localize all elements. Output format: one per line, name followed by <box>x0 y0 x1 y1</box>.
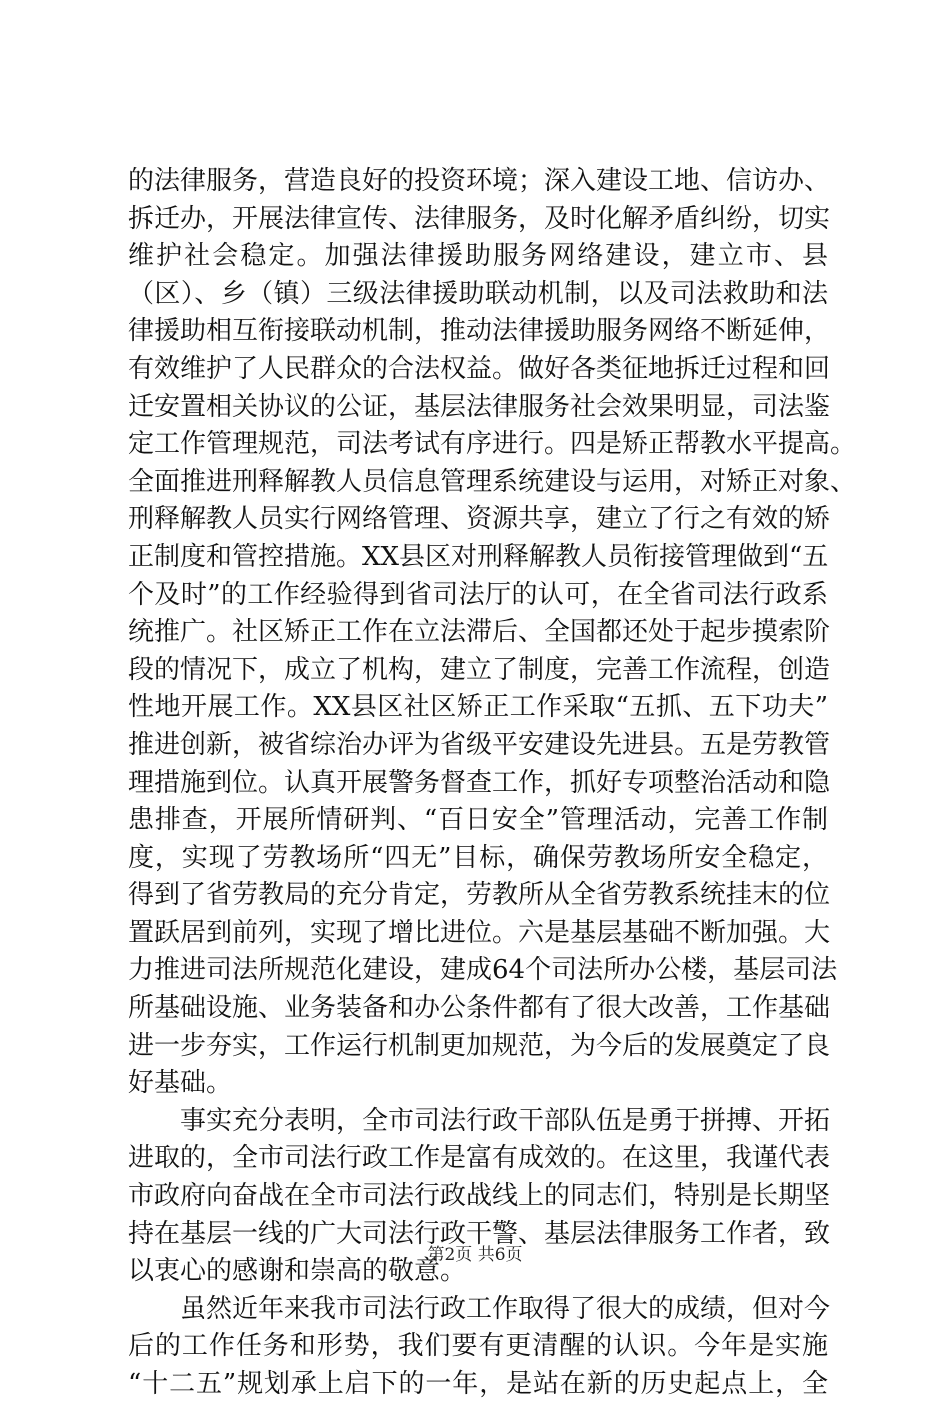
text-line: 所基础设施、业务装备和办公条件都有了很大改善，工作基础 <box>128 993 831 1024</box>
text-line: 市政府向奋战在全市司法行政战线上的同志们，特别是长期坚 <box>128 1181 831 1212</box>
text-line: 律援助相互衔接联动机制，推动法律援助服务网络不断延伸， <box>128 316 831 347</box>
text-line: 统推广。社区矫正工作在立法滞后、全国都还处于起步摸索阶 <box>128 617 831 648</box>
text-line: 得到了省劳教局的充分肯定，劳教所从全省劳教系统挂末的位 <box>128 880 831 911</box>
body-text <box>128 163 857 1404</box>
text-line: 的法律服务，营造良好的投资环境；深入建设工地、信访办、 <box>128 166 831 196</box>
text-line: 有效维护了人民群众的合法权益。做好各类征地拆迁过程和回 <box>128 353 831 384</box>
text-line: 事实充分表明，全市司法行政干部队伍是勇于拼搏、开拓 <box>128 1105 831 1136</box>
text-line: 段的情况下，成立了机构，建立了制度，完善工作流程，创造 <box>128 654 831 685</box>
text-line: 持在基层一线的广大司法行政干警、基层法律服务工作者，致 <box>128 1218 831 1249</box>
text-line: 以衷心的感谢和崇高的敬意。 <box>128 1256 467 1287</box>
text-line: 进一步夯实，工作运行机制更加规范，为今后的发展奠定了良 <box>128 1030 831 1061</box>
text-line: 正制度和管控措施。XX县区对刑释解教人员衔接管理做到“五 <box>128 541 829 572</box>
text-line: （区）、乡（镇）三级法律援助联动机制，以及司法救助和法 <box>128 278 828 309</box>
text-line: 迁安置相关协议的公证，基层法律服务社会效果明显，司法鉴 <box>128 391 831 422</box>
text-line: 推进创新，被省综治办评为省级平安建设先进县。五是劳教管 <box>128 729 831 760</box>
text-line: 度，实现了劳教场所“四无”目标，确保劳教场所安全稳定， <box>128 842 828 873</box>
page-footer <box>0 1243 950 1267</box>
text-line: 好基础。 <box>128 1068 233 1099</box>
text-line: 置跃居到前列，实现了增比进位。六是基层基础不断加强。大 <box>128 917 831 948</box>
text-line: 虽然近年来我市司法行政工作取得了很大的成绩，但对今 <box>128 1293 831 1324</box>
text-line: 理措施到位。认真开展警务督查工作，抓好专项整治活动和隐 <box>128 767 831 798</box>
text-line: 维护社会稳定。加强法律援助服务网络建设，建立市、县 <box>128 241 828 272</box>
text-line: 性地开展工作。XX县区社区矫正工作采取“五抓、五下功夫” <box>128 692 828 723</box>
text-line: 定工作管理规范，司法考试有序进行。四是矫正帮教水平提高。 <box>128 429 857 460</box>
text-line: 拆迁办，开展法律宣传、法律服务，及时化解矛盾纠纷，切实 <box>128 203 831 234</box>
text-line: 患排查，开展所情研判、“百日安全”管理活动，完善工作制 <box>128 805 828 836</box>
text-line: “十二五”规划承上启下的一年，是站在新的历史起点上，全 <box>128 1369 828 1399</box>
text-line: 刑释解教人员实行网络管理、资源共享，建立了行之有效的矫 <box>128 504 831 535</box>
text-line: 力推进司法所规范化建设，建成64个司法所办公楼，基层司法 <box>128 955 838 986</box>
text-line: 进取的，全市司法行政工作是富有成效的。在这里，我谨代表 <box>128 1143 831 1174</box>
text-line: 全面推进刑释解教人员信息管理系统建设与运用，对矫正对象、 <box>128 466 857 497</box>
text-line: 后的工作任务和形势，我们要有更清醒的认识。今年是实施 <box>128 1331 828 1362</box>
text-line: 个及时”的工作经验得到省司法厅的认可，在全省司法行政系 <box>128 579 828 610</box>
page-number: 第2页 共6页 <box>427 1245 523 1265</box>
